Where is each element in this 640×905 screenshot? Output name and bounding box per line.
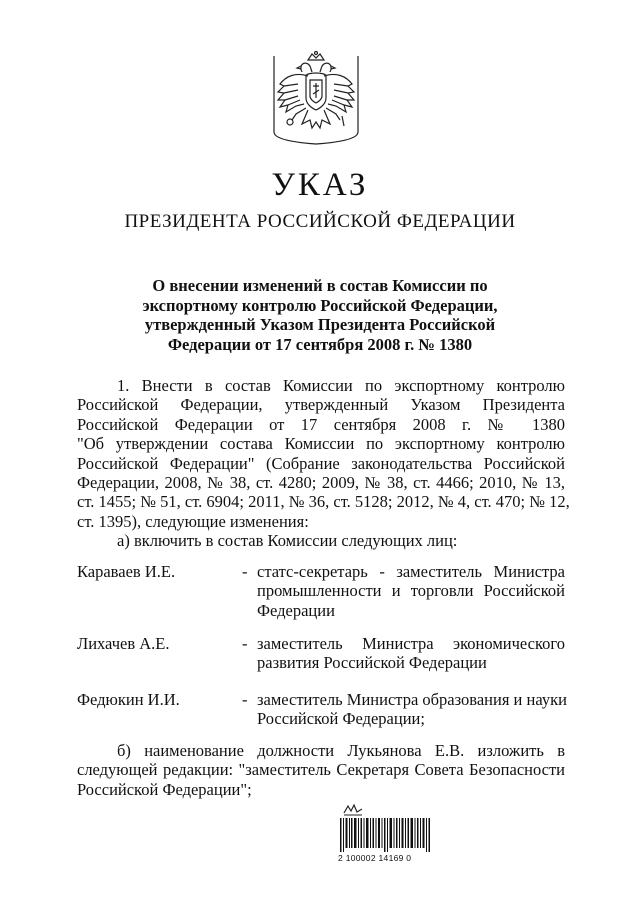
person-position: [257, 690, 565, 729]
paragraph-line: ст. 1395), следующие изменения:: [77, 511, 309, 531]
person-name: Лихачев А.Е.: [77, 634, 170, 653]
paragraph-line: Федерации, 2008, № 38, ст. 4280; 2009, № 38, ст. 4466; 2010, № 13,: [77, 473, 565, 493]
person-position: [257, 634, 565, 673]
paragraph-line: следующей редакции: "заместитель Секретаря Совета Безопасности: [77, 760, 565, 780]
person-dash: -: [242, 634, 248, 653]
position-line: промышленности и торговли Российской: [257, 581, 565, 601]
item-b: [77, 741, 565, 799]
heading-line: экспортному контролю Российской Федерации,: [142, 295, 498, 315]
heading-line: О внесении изменений в состав Комиссии по: [152, 276, 488, 295]
position-line: развития Российской Федерации: [257, 653, 487, 673]
heading-line: утвержденный Указом Президента Российской: [144, 315, 496, 334]
barcode-number: 2 100002 14169 0: [338, 853, 412, 863]
document-subtitle: ПРЕЗИДЕНТА РОССИЙСКОЙ ФЕДЕРАЦИИ: [124, 211, 516, 232]
person-dash: -: [242, 562, 248, 581]
printing-mark-icon: [342, 803, 364, 817]
paragraph-line: б) наименование должности Лукьянова Е.В. изложить в: [117, 741, 565, 760]
position-line: Российской Федерации;: [257, 709, 425, 729]
coat-of-arms-emblem-icon: [268, 50, 364, 146]
paragraph-line: Российской Федерации, утвержденный Указом Президента: [77, 395, 565, 415]
paragraph-line: "Об утверждении состава Комиссии по экспортному контролю: [77, 434, 565, 454]
paragraph-1: [77, 376, 570, 531]
position-line: заместитель Министра образования и науки: [257, 690, 567, 709]
paragraph-line: 1. Внести в состав Комиссии по экспортному контролю: [117, 376, 565, 395]
person-name: Федюкин И.И.: [77, 690, 180, 709]
paragraph-line: Российской Федерации" (Собрание законодательства Российской: [77, 453, 565, 473]
document-title: УКАЗ: [271, 167, 369, 203]
document-heading: [130, 276, 510, 354]
barcode-icon: [340, 818, 430, 852]
paragraph-line: Российской Федерации от 17 сентября 2008 г. № 1380: [77, 414, 565, 434]
position-line: Федерации: [257, 600, 335, 620]
person-name: Караваев И.Е.: [77, 562, 176, 581]
position-line: заместитель Министра экономического: [257, 634, 565, 653]
position-line: статс-секретарь - заместитель Министра: [257, 562, 565, 581]
paragraph-line: Российской Федерации";: [77, 779, 252, 799]
item-a: а) включить в состав Комиссии следующих лиц:: [117, 531, 458, 550]
paragraph-line: ст. 1455; № 51, ст. 6904; 2011, № 36, ст. 5128; 2012, № 4, ст. 470; № 12,: [77, 492, 570, 512]
person-dash: -: [242, 690, 248, 709]
person-position: [257, 562, 565, 620]
heading-line: Федерации от 17 сентября 2008 г. № 1380: [167, 334, 473, 354]
